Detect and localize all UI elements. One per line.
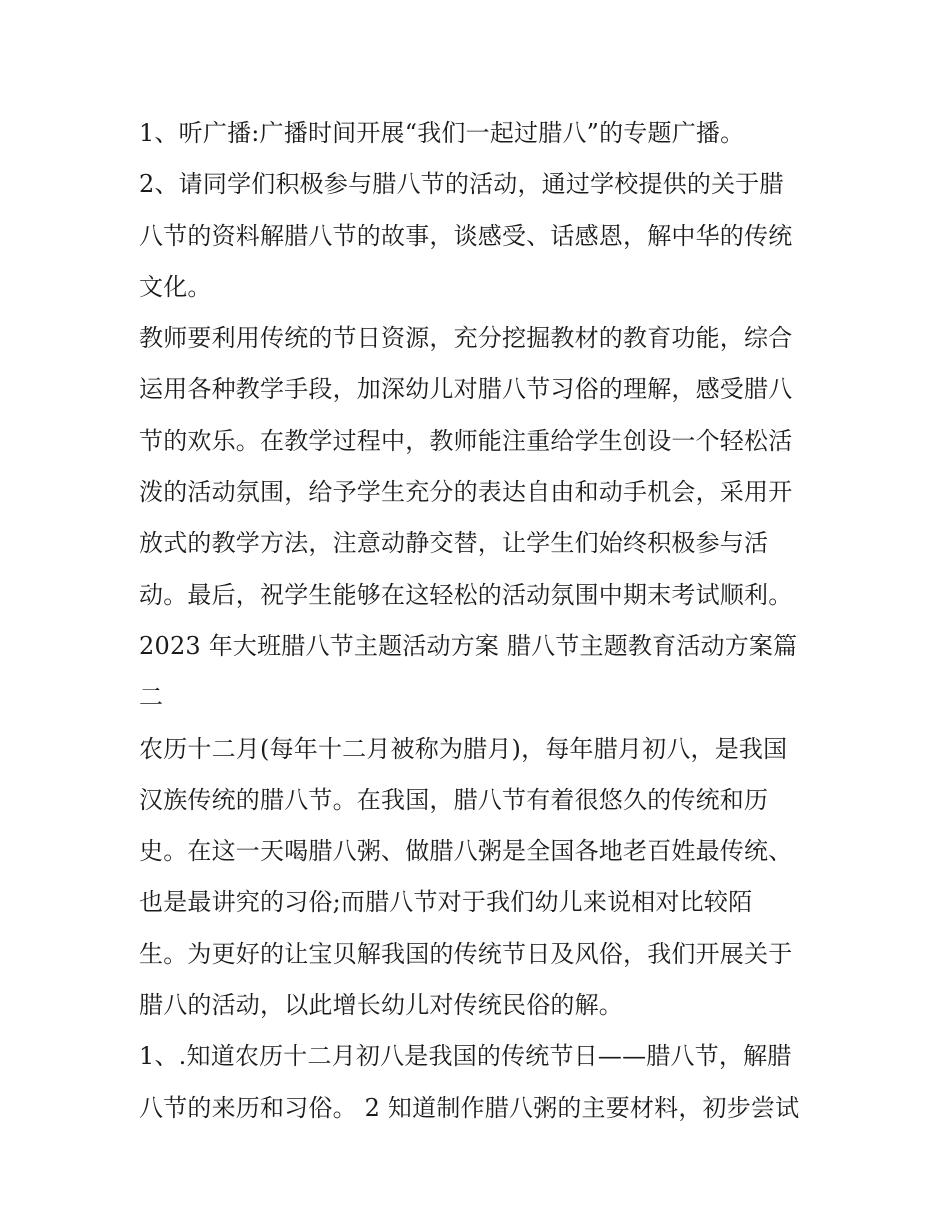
text-line: 放式的教学方法，注意动静交替，让学生们始终积极参与活 bbox=[139, 529, 769, 558]
text-line: 八节的资料解腊八节的故事，谈感受、话感恩，解中华的传统 bbox=[139, 221, 793, 250]
text-line: 节的欢乐。在教学过程中，教师能注重给学生创设一个轻松活 bbox=[139, 426, 793, 455]
text-line: 生。为更好的让宝贝解我国的传统节日及风俗，我们开展关于 bbox=[139, 939, 793, 968]
text-line: 也是最讲究的习俗;而腊八节对于我们幼儿来说相对比较陌 bbox=[139, 888, 753, 917]
text-line: 腊八的活动，以此增长幼儿对传统民俗的解。 bbox=[139, 991, 623, 1020]
section-heading-line: 2023 年大班腊八节主题活动方案 腊八节主题教育活动方案篇 bbox=[139, 631, 798, 660]
text-line: 1、.知道农历十二月初八是我国的传统节日——腊八节，解腊 bbox=[139, 1042, 792, 1071]
text-line: 教师要利用传统的节日资源，充分挖掘教材的教育功能，综合 bbox=[139, 324, 793, 353]
text-line: 动。最后，祝学生能够在这轻松的活动氛围中期末考试顺利。 bbox=[139, 580, 793, 609]
text-line: 农历十二月(每年十二月被称为腊月)，每年腊月初八，是我国 bbox=[139, 734, 788, 763]
text-line: 泼的活动氛围，给予学生充分的表达自由和动手机会，采用开 bbox=[139, 478, 793, 507]
text-line: 史。在这一天喝腊八粥、做腊八粥是全国各地老百姓最传统、 bbox=[139, 837, 793, 866]
text-line: 2、请同学们积极参与腊八节的活动，通过学校提供的关于腊 bbox=[139, 170, 784, 199]
text-line: 运用各种教学手段，加深幼儿对腊八节习俗的理解，感受腊八 bbox=[139, 375, 793, 404]
text-line: 汉族传统的腊八节。在我国，腊八节有着很悠久的传统和历 bbox=[139, 785, 769, 814]
text-line: 八节的来历和习俗。 2 知道制作腊八粥的主要材料，初步尝试 bbox=[139, 1093, 800, 1122]
body-text bbox=[139, 108, 819, 1134]
text-line: 1、听广播:广播时间开展“我们一起过腊八”的专题广播。 bbox=[139, 119, 745, 147]
section-heading-line: 二 bbox=[139, 683, 164, 712]
text-line: 文化。 bbox=[139, 272, 212, 301]
